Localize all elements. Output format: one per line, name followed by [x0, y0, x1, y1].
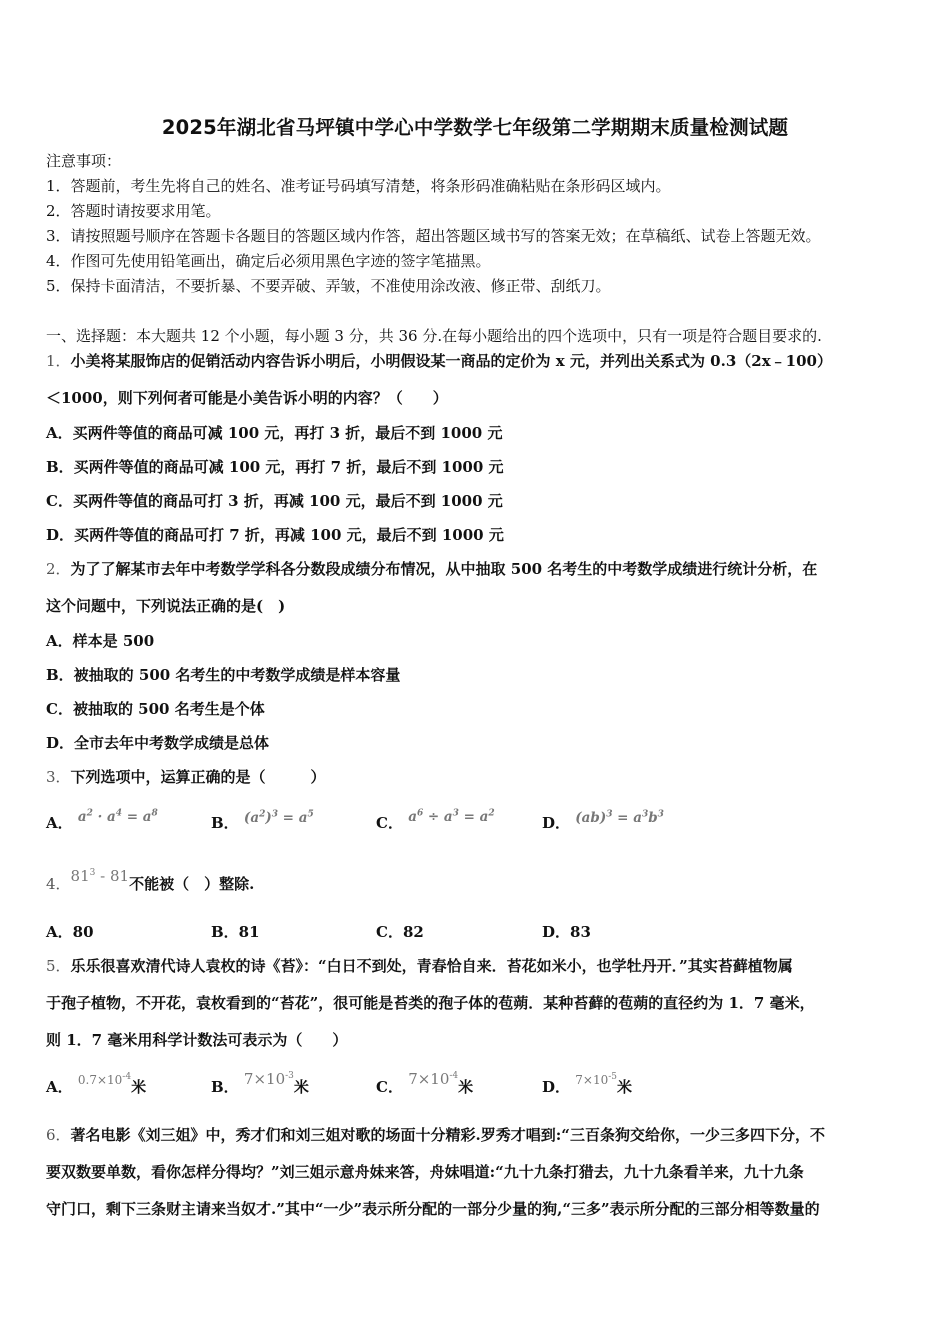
question-number: 4．: [46, 875, 71, 893]
question-text-line: 要双数要单数，看你怎样分得均？”刘三姐示意舟妹来答，舟妹唱道:“九十九条打猎去，九十九条看羊来，九十九条: [46, 1163, 804, 1181]
question-4: [46, 867, 255, 894]
option-b: [211, 809, 314, 834]
section-heading: 一、选择题：本大题共 12 个小题，每小题 3 分，共 36 分.在每小题给出的四个选项中，只有一项是符合题目要求的.: [46, 327, 822, 345]
question-text: 乐乐很喜欢清代诗人袁枚的诗《苔》：“白日不到处，青春恰自来．苔花如米小，也学牡丹开．”其实苔藓植物属: [70, 957, 793, 975]
formula: $a^2 \cdot a^4 = a^8$: [77, 808, 158, 825]
notice-item: 1．答题前，考生先将自己的姓名、准考证号码填写清楚，将条形码准确粘贴在条形码区域内。: [46, 177, 671, 195]
option-b: B．81: [211, 923, 260, 941]
option-label: A．: [46, 814, 73, 832]
formula: $81^3 - 81$: [70, 867, 130, 885]
option-d: D．买两件等值的商品可打 7 折，再减 100 元，最后不到 1000 元: [46, 526, 504, 544]
option-c: [376, 808, 495, 834]
option-d: [542, 809, 664, 834]
option-c: C．被抽取的 500 名考生是个体: [46, 700, 265, 718]
formula: $a^6 \div a^3 = a^2$: [408, 808, 495, 825]
question-2: [46, 559, 817, 579]
question-number: 6．: [46, 1126, 71, 1144]
question-text-line: 这个问题中，下列说法正确的是( ): [46, 597, 286, 615]
question-6: [46, 1125, 825, 1145]
question-number: 1．: [46, 352, 71, 370]
notice-heading: 注意事项：: [46, 152, 122, 170]
question-number: 2．: [46, 560, 71, 578]
question-text: 下列选项中，运算正确的是（ ）: [70, 768, 326, 786]
notice-item: 2．答题时请按要求用笔。: [46, 202, 221, 220]
question-number: 5．: [46, 957, 71, 975]
formula: 0.7×10-4: [77, 1072, 132, 1087]
question-text-line: ＜1000，则下列何者可能是小美告诉小明的内容？（ ）: [46, 389, 448, 407]
option-c: C．买两件等值的商品可打 3 折，再减 100 元，最后不到 1000 元: [46, 492, 503, 510]
question-text: 著名电影《刘三姐》中，秀才们和刘三姐对歌的场面十分精彩.罗秀才唱到:“三百条狗交给你，一少三多四下分，不: [70, 1126, 825, 1144]
formula: $(ab)^3 = a^3b^3$: [575, 809, 664, 826]
unit: 米: [131, 1078, 147, 1096]
option-a: A．买两件等值的商品可减 100 元，再打 3 折，最后不到 1000 元: [46, 424, 503, 442]
formula: 7×10-5: [575, 1072, 617, 1087]
option-c: [376, 1070, 474, 1097]
option-d: [542, 1072, 633, 1098]
option-b: B．被抽取的 500 名考生的中考数学成绩是样本容量: [46, 666, 401, 684]
option-a: A．样本是 500: [46, 632, 155, 650]
formula: $7\times 10^{-4}$: [408, 1070, 459, 1088]
question-1: [46, 351, 832, 371]
option-b: [211, 1070, 309, 1097]
option-c: C．82: [376, 923, 424, 941]
question-text: 小美将某服饰店的促销活动内容告诉小明后，小明假设某一商品的定价为 x 元，并列出关系式为 0.3（2x﹣100）: [70, 352, 832, 370]
question-5: [46, 956, 793, 976]
question-text-line: 守门口，剩下三条财主请来当奴才.”其中“一少”表示所分配的一部分少量的狗,“三多”表示所分配的三部分相等数量的: [46, 1200, 820, 1218]
question-number: 3．: [46, 768, 71, 786]
question-text: 不能被（ ）整除.: [129, 875, 255, 893]
formula: $7\times 10^{-3}$: [243, 1070, 294, 1088]
notice-item: 4．作图可先使用铅笔画出，确定后必须用黑色字迹的签字笔描黑。: [46, 252, 491, 270]
question-text: 为了了解某市去年中考数学学科各分数段成绩分布情况，从中抽取 500 名考生的中考数学成绩进行统计分析，在: [70, 560, 818, 578]
unit: 米: [617, 1078, 633, 1096]
option-a: [46, 1072, 147, 1098]
option-label: C．: [376, 1078, 403, 1096]
option-label: B．: [211, 814, 239, 832]
option-d: D．83: [542, 923, 591, 941]
option-d: D．全市去年中考数学成绩是总体: [46, 734, 270, 752]
notice-item: 3．请按照题号顺序在答题卡各题目的答题区域内作答，超出答题区域书写的答案无效；在草稿纸、试卷上答题无效。: [46, 227, 821, 245]
option-label: C．: [376, 814, 403, 832]
option-label: D．: [542, 1078, 571, 1096]
option-label: B．: [211, 1078, 239, 1096]
question-text-line: 则 1．7 毫米用科学计数法可表示为（ ）: [46, 1031, 348, 1049]
option-b: B．买两件等值的商品可减 100 元，再打 7 折，最后不到 1000 元: [46, 458, 504, 476]
page-title: 2025年湖北省马坪镇中学心中学数学七年级第二学期期末质量检测试题: [161, 116, 789, 139]
option-a: [46, 808, 158, 834]
question-3: [46, 767, 326, 787]
question-text-line: 于孢子植物，不开花，袁枚看到的“苔花”，很可能是苔类的孢子体的苞蒴．某种苔藓的苞蒴的直径约为 1．7 毫米，: [46, 994, 815, 1012]
formula: $(a^2)^3 = a^5$: [243, 809, 314, 826]
notice-item: 5．保持卡面清洁，不要折暴、不要弄破、弄皱，不准使用涂改液、修正带、刮纸刀。: [46, 277, 611, 295]
option-label: A．: [46, 1078, 73, 1096]
option-a: A．80: [46, 923, 94, 941]
option-label: D．: [542, 814, 571, 832]
unit: 米: [458, 1078, 474, 1096]
unit: 米: [293, 1078, 309, 1096]
